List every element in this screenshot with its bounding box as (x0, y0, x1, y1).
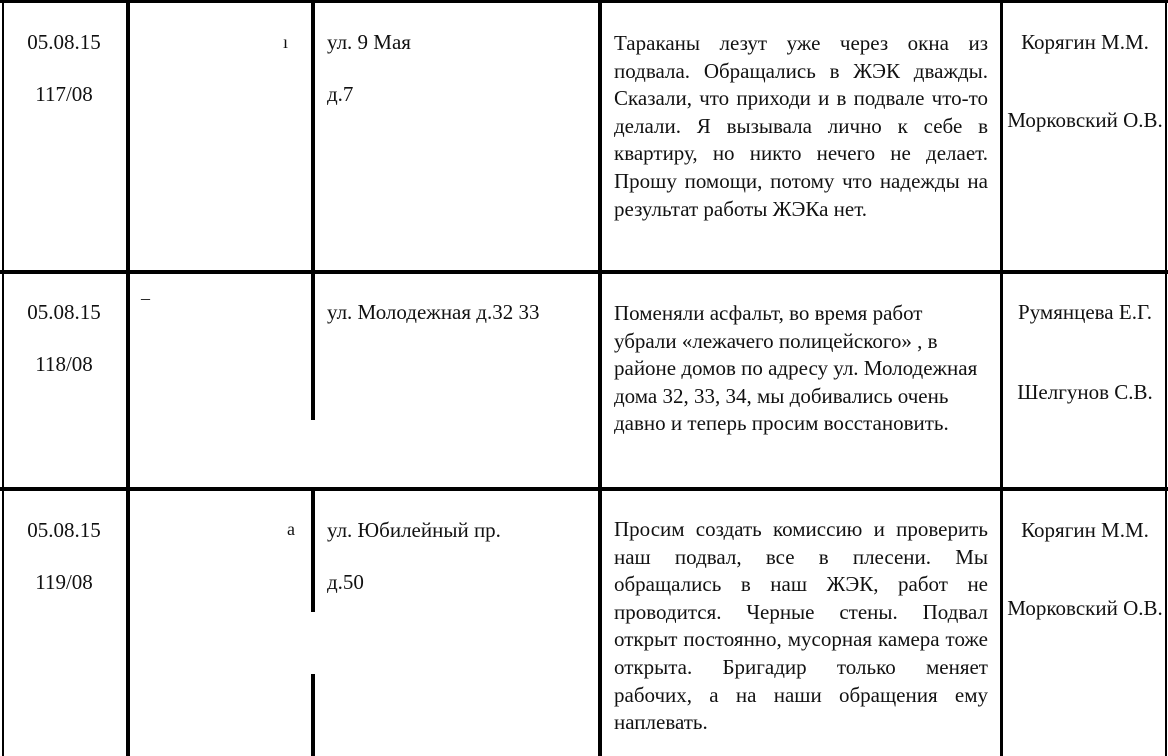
row-responsible-1: Корягин М.М. (1021, 30, 1149, 54)
redacted-name-fragment: – (141, 288, 150, 308)
row-divider (0, 0, 1168, 3)
row-responsible-1: Корягин М.М. (1021, 518, 1149, 542)
redaction-gap (311, 420, 317, 490)
row-number: 118/08 (35, 352, 93, 376)
row-divider (0, 270, 1168, 274)
row-house: д.50 (327, 570, 364, 594)
row-complaint-text: Поменяли асфальт, во время работ убрали «лежачего полицейского» , в районе домов по адресу ул. Молодежная дома 32, 33, 34, мы добивались очень давно и теперь просим восстановить. (614, 301, 978, 436)
row-complaint-text: Тараканы лезут уже через окна из подвала. Обращались в ЖЭК дважды. Сказали, что приходи и в подвале что-то делали. Я вызывала лично к себе в квартиру, но никто нечего не делает. Прошу помощи, потому что надежды на результат работы ЖЭКа нет. (614, 31, 988, 221)
row-address: ул. Юбилейный пр. (327, 518, 501, 542)
row-number: 119/08 (35, 570, 93, 594)
column-divider (598, 0, 602, 756)
row-divider (0, 487, 1168, 491)
row-date: 05.08.15 (27, 30, 101, 54)
row-responsible-2: Шелгунов С.В. (1017, 380, 1153, 404)
row-date: 05.08.15 (27, 300, 101, 324)
row-responsible-2: Морковский О.В. (1007, 108, 1163, 132)
row-number: 117/08 (35, 82, 93, 106)
redaction-gap (311, 612, 317, 674)
redacted-name-fragment: ı (283, 32, 289, 52)
column-divider (2, 0, 4, 756)
row-responsible-2: Морковский О.В. (1007, 596, 1163, 620)
row-responsible-1: Румянцева Е.Г. (1018, 300, 1152, 324)
column-divider (126, 0, 130, 756)
row-address: ул. Молодежная д.32 33 (327, 300, 540, 324)
row-date: 05.08.15 (27, 518, 101, 542)
row-complaint-text: Просим создать комиссию и проверить наш подвал, все в плесени. Мы обращались в наш ЖЭК, работ не проводится. Черные стены. Подвал открыт постоянно, мусорная камера тоже открыта. Бригадир только меняет рабочих, а на наши обращения ему наплевать. (614, 517, 988, 735)
column-divider (1000, 0, 1003, 756)
row-address: ул. 9 Мая (327, 30, 411, 54)
redacted-name-fragment: а (287, 519, 295, 539)
row-house: д.7 (327, 82, 354, 106)
